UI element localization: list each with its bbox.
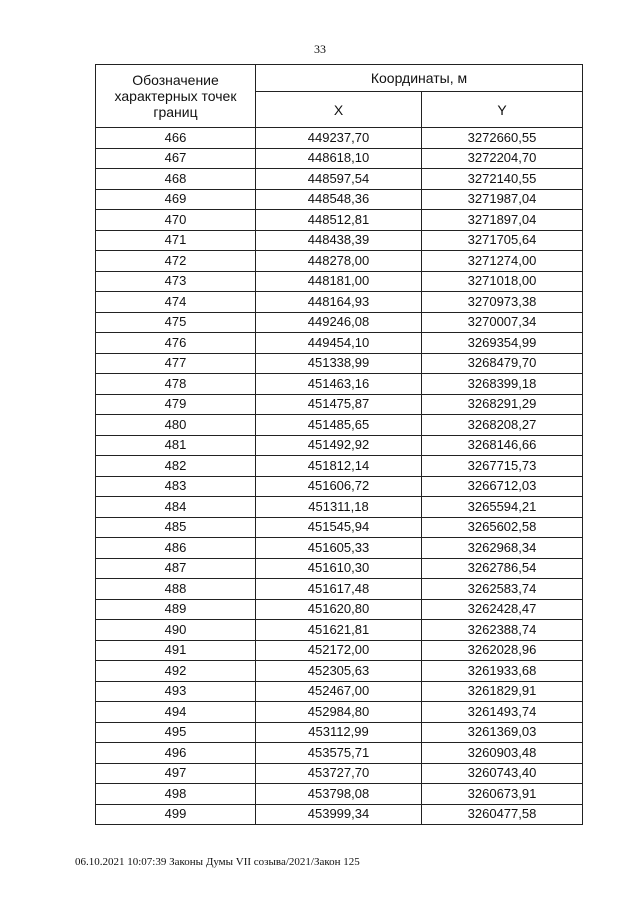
header-x: X xyxy=(256,92,422,128)
x-cell: 451463,16 xyxy=(256,374,422,395)
y-cell: 3271897,04 xyxy=(422,210,583,231)
x-cell: 451492,92 xyxy=(256,435,422,456)
table-row xyxy=(96,497,583,518)
y-cell: 3260743,40 xyxy=(422,763,583,784)
table-row xyxy=(96,210,583,231)
y-cell: 3272204,70 xyxy=(422,148,583,169)
table-row xyxy=(96,435,583,456)
point-cell: 487 xyxy=(96,558,256,579)
table-row xyxy=(96,661,583,682)
point-cell: 477 xyxy=(96,353,256,374)
y-cell: 3262388,74 xyxy=(422,620,583,641)
x-cell: 451812,14 xyxy=(256,456,422,477)
table-row xyxy=(96,620,583,641)
y-cell: 3261493,74 xyxy=(422,702,583,723)
point-cell: 470 xyxy=(96,210,256,231)
header-designation: Обозначение характерных точек границ xyxy=(96,65,256,128)
y-cell: 3265602,58 xyxy=(422,517,583,538)
y-cell: 3262428,47 xyxy=(422,599,583,620)
y-cell: 3268399,18 xyxy=(422,374,583,395)
y-cell: 3271705,64 xyxy=(422,230,583,251)
point-cell: 481 xyxy=(96,435,256,456)
y-cell: 3262583,74 xyxy=(422,579,583,600)
x-cell: 451606,72 xyxy=(256,476,422,497)
y-cell: 3268146,66 xyxy=(422,435,583,456)
table-row xyxy=(96,681,583,702)
coordinates-table xyxy=(95,64,583,825)
x-cell: 451475,87 xyxy=(256,394,422,415)
table-row xyxy=(96,476,583,497)
x-cell: 448548,36 xyxy=(256,189,422,210)
point-cell: 488 xyxy=(96,579,256,600)
y-cell: 3268479,70 xyxy=(422,353,583,374)
table-row xyxy=(96,517,583,538)
point-cell: 493 xyxy=(96,681,256,702)
x-cell: 452305,63 xyxy=(256,661,422,682)
y-cell: 3262786,54 xyxy=(422,558,583,579)
y-cell: 3272140,55 xyxy=(422,169,583,190)
table-row xyxy=(96,804,583,825)
page-number: 33 xyxy=(314,42,326,56)
point-cell: 490 xyxy=(96,620,256,641)
point-cell: 476 xyxy=(96,333,256,354)
table-row xyxy=(96,415,583,436)
table-row xyxy=(96,292,583,313)
x-cell: 453798,08 xyxy=(256,784,422,805)
table-row xyxy=(96,251,583,272)
x-cell: 448278,00 xyxy=(256,251,422,272)
table-row xyxy=(96,128,583,149)
table-row xyxy=(96,763,583,784)
point-cell: 473 xyxy=(96,271,256,292)
point-cell: 495 xyxy=(96,722,256,743)
y-cell: 3270973,38 xyxy=(422,292,583,313)
table-row xyxy=(96,333,583,354)
y-cell: 3261829,91 xyxy=(422,681,583,702)
table-body xyxy=(96,128,583,825)
x-cell: 452467,00 xyxy=(256,681,422,702)
x-cell: 451610,30 xyxy=(256,558,422,579)
table-row xyxy=(96,169,583,190)
y-cell: 3260903,48 xyxy=(422,743,583,764)
y-cell: 3266712,03 xyxy=(422,476,583,497)
x-cell: 453727,70 xyxy=(256,763,422,784)
table-row xyxy=(96,722,583,743)
y-cell: 3261369,03 xyxy=(422,722,583,743)
x-cell: 449246,08 xyxy=(256,312,422,333)
point-cell: 484 xyxy=(96,497,256,518)
y-cell: 3265594,21 xyxy=(422,497,583,518)
table-row xyxy=(96,579,583,600)
point-cell: 475 xyxy=(96,312,256,333)
x-cell: 449237,70 xyxy=(256,128,422,149)
point-cell: 492 xyxy=(96,661,256,682)
x-cell: 451338,99 xyxy=(256,353,422,374)
y-cell: 3270007,34 xyxy=(422,312,583,333)
table-row xyxy=(96,189,583,210)
x-cell: 451605,33 xyxy=(256,538,422,559)
table-row xyxy=(96,394,583,415)
x-cell: 451620,80 xyxy=(256,599,422,620)
y-cell: 3262028,96 xyxy=(422,640,583,661)
point-cell: 498 xyxy=(96,784,256,805)
x-cell: 451621,81 xyxy=(256,620,422,641)
point-cell: 482 xyxy=(96,456,256,477)
table-row xyxy=(96,230,583,251)
point-cell: 466 xyxy=(96,128,256,149)
y-cell: 3271987,04 xyxy=(422,189,583,210)
footer-stamp: 06.10.2021 10:07:39 Законы Думы VII созыва/2021/Закон 125 xyxy=(75,856,360,868)
header-coordinates: Координаты, м xyxy=(256,65,583,92)
point-cell: 497 xyxy=(96,763,256,784)
point-cell: 469 xyxy=(96,189,256,210)
y-cell: 3267715,73 xyxy=(422,456,583,477)
table-row xyxy=(96,538,583,559)
x-cell: 448512,81 xyxy=(256,210,422,231)
point-cell: 489 xyxy=(96,599,256,620)
table-header xyxy=(96,65,583,128)
y-cell: 3261933,68 xyxy=(422,661,583,682)
table-row xyxy=(96,640,583,661)
point-cell: 486 xyxy=(96,538,256,559)
x-cell: 448181,00 xyxy=(256,271,422,292)
point-cell: 491 xyxy=(96,640,256,661)
point-cell: 467 xyxy=(96,148,256,169)
table-row xyxy=(96,702,583,723)
y-cell: 3269354,99 xyxy=(422,333,583,354)
x-cell: 453999,34 xyxy=(256,804,422,825)
table-row xyxy=(96,599,583,620)
table-row xyxy=(96,456,583,477)
table-row xyxy=(96,784,583,805)
y-cell: 3271018,00 xyxy=(422,271,583,292)
x-cell: 448438,39 xyxy=(256,230,422,251)
x-cell: 451311,18 xyxy=(256,497,422,518)
x-cell: 453575,71 xyxy=(256,743,422,764)
point-cell: 494 xyxy=(96,702,256,723)
table-row xyxy=(96,743,583,764)
x-cell: 449454,10 xyxy=(256,333,422,354)
point-cell: 478 xyxy=(96,374,256,395)
x-cell: 448164,93 xyxy=(256,292,422,313)
header-y: Y xyxy=(422,92,583,128)
x-cell: 453112,99 xyxy=(256,722,422,743)
point-cell: 474 xyxy=(96,292,256,313)
point-cell: 468 xyxy=(96,169,256,190)
x-cell: 448618,10 xyxy=(256,148,422,169)
x-cell: 452172,00 xyxy=(256,640,422,661)
point-cell: 499 xyxy=(96,804,256,825)
y-cell: 3271274,00 xyxy=(422,251,583,272)
point-cell: 485 xyxy=(96,517,256,538)
table-row xyxy=(96,148,583,169)
x-cell: 448597,54 xyxy=(256,169,422,190)
x-cell: 452984,80 xyxy=(256,702,422,723)
point-cell: 483 xyxy=(96,476,256,497)
y-cell: 3268291,29 xyxy=(422,394,583,415)
y-cell: 3272660,55 xyxy=(422,128,583,149)
point-cell: 471 xyxy=(96,230,256,251)
x-cell: 451485,65 xyxy=(256,415,422,436)
x-cell: 451617,48 xyxy=(256,579,422,600)
y-cell: 3260673,91 xyxy=(422,784,583,805)
table-row xyxy=(96,312,583,333)
point-cell: 472 xyxy=(96,251,256,272)
table-row xyxy=(96,374,583,395)
x-cell: 451545,94 xyxy=(256,517,422,538)
table-row xyxy=(96,353,583,374)
point-cell: 479 xyxy=(96,394,256,415)
table-row xyxy=(96,558,583,579)
y-cell: 3262968,34 xyxy=(422,538,583,559)
point-cell: 480 xyxy=(96,415,256,436)
point-cell: 496 xyxy=(96,743,256,764)
y-cell: 3268208,27 xyxy=(422,415,583,436)
table-row xyxy=(96,271,583,292)
y-cell: 3260477,58 xyxy=(422,804,583,825)
